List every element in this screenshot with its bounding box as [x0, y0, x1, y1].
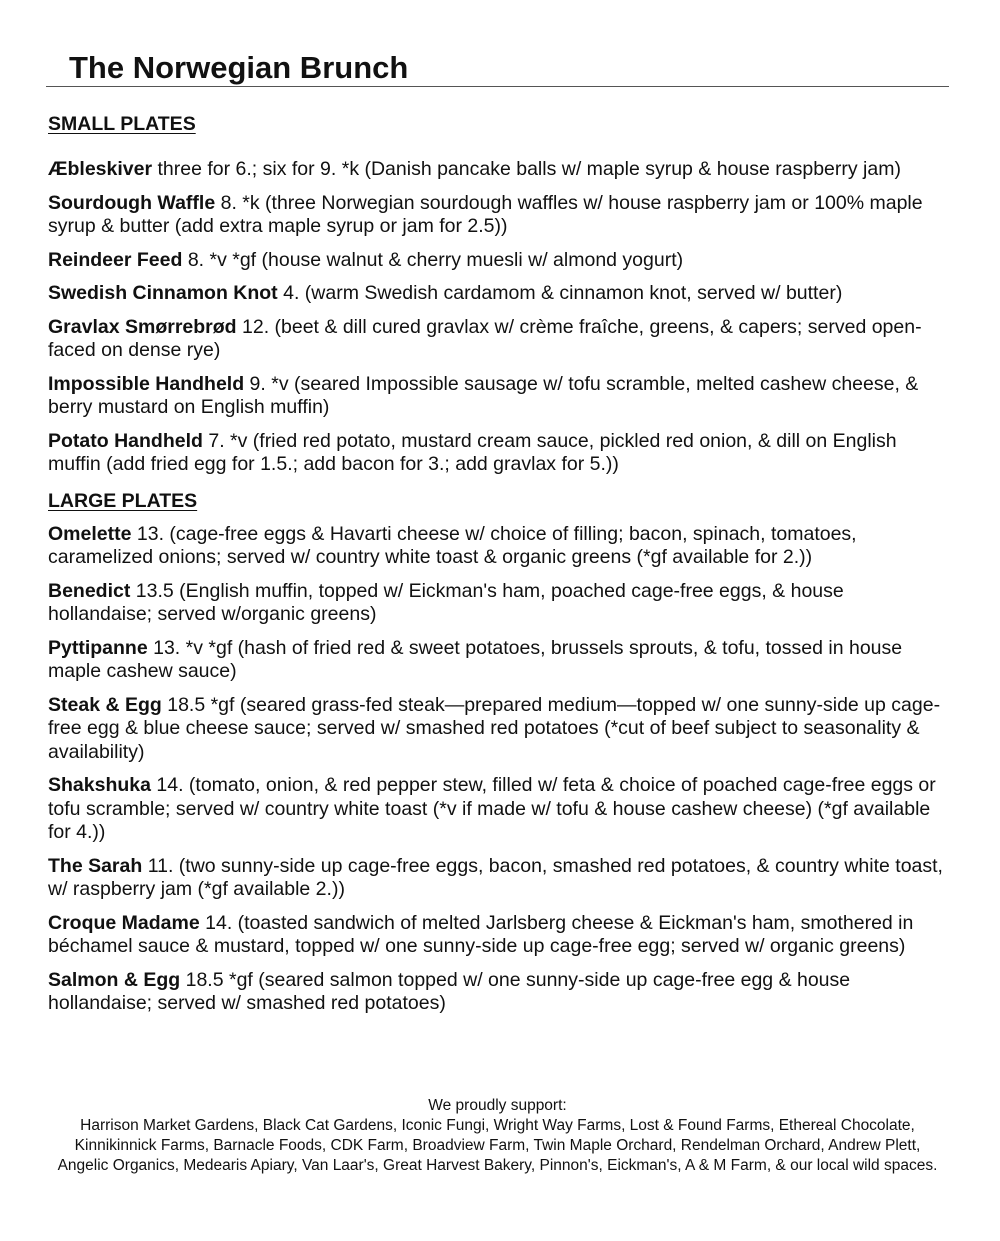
menu-item-description: 18.5 *gf (seared salmon topped w/ one sunny-side up cage-free egg & house hollandaise; served w/ smashed red potatoes) [48, 968, 851, 1014]
menu-content [48, 110, 953, 1026]
menu-item [48, 316, 953, 363]
menu-item-description: 18.5 *gf (seared grass-fed steak—prepared medium—topped w/ one sunny-side up cage-free egg & blue cheese sauce; served w/ smashed red potatoes (*cut of beef subject to seasonality & availability) [48, 693, 941, 763]
menu-item-description: 12. (beet & dill cured gravlax w/ crème fraîche, greens, & capers; served open-faced on dense rye) [48, 315, 922, 361]
section-heading-small-plates: SMALL PLATES [48, 113, 196, 135]
menu-item-name: Gravlax Smørrebrød [48, 315, 237, 338]
supporters-footer [50, 1096, 945, 1176]
menu-item-name: Benedict [48, 579, 131, 602]
menu-item [48, 855, 953, 902]
menu-item-description: 14. (tomato, onion, & red pepper stew, filled w/ feta & choice of poached cage-free eggs or tofu scramble; served w/ country white toast (*v if made w/ tofu & house cashew cheese) (*gf available for 4.)) [48, 774, 936, 843]
menu-item-name: Omelette [48, 522, 132, 545]
menu-item [48, 249, 953, 273]
menu-item-description: 11. (two sunny-side up cage-free eggs, bacon, smashed red potatoes, & country white toast, w/ raspberry jam (*gf available 2.)) [48, 854, 943, 900]
menu-item-description: 13.5 (English muffin, topped w/ Eickman's ham, poached cage-free eggs, & house hollandaise; served w/organic greens) [48, 579, 844, 625]
menu-item-description: 8. *v *gf (house walnut & cherry muesli w/ almond yogurt) [187, 248, 684, 271]
menu-item [48, 969, 953, 1016]
title-divider [46, 86, 949, 87]
menu-item-name: Impossible Handheld [48, 372, 245, 395]
page-title: The Norwegian Brunch [69, 50, 409, 85]
menu-item [48, 523, 953, 570]
menu-item-description: 13. *v *gf (hash of fried red & sweet potatoes, brussels sprouts, & tofu, tossed in house maple cashew sauce) [48, 636, 903, 682]
menu-item-name: Pyttipanne [48, 636, 148, 659]
menu-item-name: Potato Handheld [48, 429, 203, 452]
menu-item [48, 158, 953, 182]
section-heading-large-plates: LARGE PLATES [48, 489, 198, 512]
menu-item-name: Swedish Cinnamon Knot [48, 282, 278, 304]
menu-item [48, 282, 953, 306]
menu-item-description: 8. *k (three Norwegian sourdough waffles w/ house raspberry jam or 100% maple syrup & butter (add extra maple syrup or jam for 2.5)) [48, 191, 923, 237]
menu-item-name: Steak & Egg [48, 693, 162, 716]
menu-item-description: 7. *v (fried red potato, mustard cream sauce, pickled red onion, & dill on English muffin (add fried egg for 1.5.; add bacon for 3.; add gravlax for 5.)) [48, 429, 897, 475]
menu-item-name: Croque Madame [48, 911, 200, 934]
menu-item-description: 9. *v (seared Impossible sausage w/ tofu scramble, melted cashew cheese, & berry mustard on English muffin) [48, 372, 919, 418]
menu-item-description: three for 6.; six for 9. *k (Danish pancake balls w/ maple syrup & house raspberry jam) [157, 158, 901, 180]
menu-item [48, 912, 953, 959]
menu-item [48, 430, 953, 477]
menu-item [48, 694, 953, 765]
footer-supporters-list: Harrison Market Gardens, Black Cat Gardens, Iconic Fungi, Wright Way Farms, Lost & Found Farms, Ethereal Chocolate, Kinnikinnick Farms, Barnacle Foods, CDK Farm, Broadview Farm, Twin Maple Orchard, Rendelman Orchard, Andrew Plett, Angelic Organics, Medearis Apiary, Van Laar's, Great Harvest Bakery, Pinnon's, Eickman's, A & M Farm, & our local wild spaces. [57, 1117, 938, 1174]
menu-item-name: The Sarah [48, 854, 143, 877]
menu-item-name: Sourdough Waffle [48, 191, 216, 214]
menu-item-description: 14. (toasted sandwich of melted Jarlsberg cheese & Eickman's ham, smothered in béchamel sauce & mustard, topped w/ one sunny-side up cage-free egg; served w/ organic greens) [48, 911, 914, 957]
menu-item [48, 373, 953, 420]
menu-item-name: Shakshuka [48, 774, 151, 796]
footer-intro: We proudly support: [428, 1097, 567, 1114]
menu-item [48, 637, 953, 684]
menu-item-name: Salmon & Egg [48, 968, 181, 991]
menu-item-description: 13. (cage-free eggs & Havarti cheese w/ choice of filling; bacon, spinach, tomatoes, caramelized onions; served w/ country white toast & organic greens (*gf available for 2.)) [48, 522, 857, 568]
menu-item-name: Æbleskiver [48, 158, 153, 180]
menu-item-description: 4. (warm Swedish cardamom & cinnamon knot, served w/ butter) [283, 282, 843, 304]
menu-item [48, 774, 953, 845]
menu-item [48, 192, 953, 239]
menu-item [48, 580, 953, 627]
menu-item-name: Reindeer Feed [48, 248, 183, 271]
